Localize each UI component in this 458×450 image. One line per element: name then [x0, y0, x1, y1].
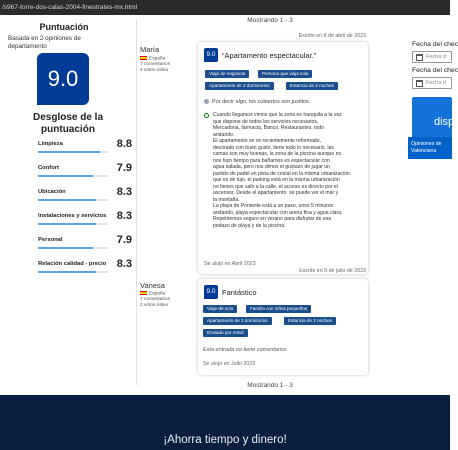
score-title: Puntuación: [39, 22, 89, 32]
checkout-label: Fecha del chec: [412, 67, 458, 74]
reviewer-meta: [140, 62, 180, 73]
review-tag: Familia con niños pequeños: [246, 305, 311, 313]
review-tag: Viaje de ocio: [203, 305, 237, 313]
reviewer-name: Vanesa: [140, 281, 165, 290]
metric-label: Relación calidad - precio: [38, 261, 107, 267]
score-subtitle: Basada en 2 opiniones de departamento: [8, 35, 81, 50]
checkin-placeholder: Fecha d: [426, 54, 446, 60]
review-date: Escrito en 8 de abril de 2023: [298, 33, 366, 39]
pagination-top: Mostrando 1 - 3: [247, 17, 293, 24]
metric-fill: [38, 223, 96, 225]
smile-icon: [204, 113, 209, 118]
checkout-placeholder: Fecha d: [426, 80, 446, 86]
metric-value: 7.9: [116, 162, 132, 174]
metric-bar: [38, 199, 108, 201]
review-stay-date: Se alojó en Abril 2023: [204, 261, 256, 267]
reviewer-votes: 2 votos útiles: [140, 302, 168, 308]
metric-label: Personal: [38, 237, 63, 243]
review-tag: Viaje de negocios: [205, 70, 249, 78]
reviewer-comments: 7 comentarios: [140, 297, 171, 302]
checkin-date-input[interactable]: [412, 51, 452, 63]
reviewer-name: María: [140, 45, 160, 54]
footer-slogan: ¡Ahorra tiempo y dinero!: [163, 434, 287, 446]
metric-fill: [38, 247, 93, 249]
metric-fill: [38, 271, 96, 273]
metric-value: 8.3: [116, 186, 132, 198]
checkin-label: Fecha del chec: [412, 41, 458, 48]
reviewer-country-label: España: [149, 291, 166, 297]
pagination-bottom: Mostrando 1 - 3: [247, 382, 293, 389]
metric-value: 8.3: [116, 258, 132, 270]
browser-url-bar[interactable]: /s967-torre-dos-calas-2004-finestrates-mx.html: [0, 0, 450, 15]
site-footer: [0, 395, 450, 450]
spain-flag-icon: [140, 291, 147, 295]
metric-bar: [38, 271, 108, 273]
metric-label: Ubicación: [38, 189, 66, 195]
metric-label: Confort: [38, 165, 59, 171]
metric-value: 8.8: [116, 138, 132, 150]
metric-confort: [38, 162, 134, 182]
spain-flag-icon: [140, 56, 147, 60]
metric-bar: [38, 151, 108, 153]
metric-bar: [38, 223, 108, 225]
reviews-page: [0, 15, 458, 395]
review-tag: Enviado por móvil: [203, 329, 248, 337]
reviewer-votes: 4 votos útiles: [140, 67, 168, 73]
review-stay-date: Se alojó en Julio 2023: [203, 361, 256, 367]
review-tag: Apartamento de 3 dormitorios: [203, 317, 272, 325]
metric-label: Instalaciones y servicios: [38, 213, 107, 219]
review-score-badge: 9.0: [204, 48, 218, 62]
review-tag: Estancia de 2 noches: [284, 317, 336, 325]
metric-bar: [38, 247, 108, 249]
reviewer-country: [140, 56, 165, 61]
metric-personal: [38, 234, 134, 254]
metric-bar: [38, 175, 108, 177]
review-title: “Apartamento espectacular.”: [222, 51, 317, 60]
review-positive-text: Cuando llegamos vimos que la zona es tranquila a la vez que dispone de todos los servicios necesarios, Mercadona, farmacia, Banco, Restaurantes, todo andando. El apartamento se ve recientemente reformado, decorado con buen gusto, tiene todo lo necesario, las camas son muy buenas, la zona de la piscina aunque no nos hizo tiempo para bañarnos es espectacular con agua salada, pero nos dimos el gustazo de jugar un partido de padel en pista de cristal en la misma urbanización que es de lujo, el parking está en la misma urbanización no tienes que salir a la calle, el acceso es directo por el ascensor. Desde el apartamento se puede ver el mar y la montaña. La playa de Poniente está a un paso, unos 5 minutos andando, playa espectacular con arena fina y agua clara. Repetiremos seguro en verano para disfrutar de esa pedazo de playa y de la piscina.: [213, 112, 350, 229]
review-title: Fantástico: [222, 288, 257, 297]
review-negative: [204, 99, 310, 105]
reviewer-meta: [140, 297, 180, 308]
review-score-badge: 9.0: [204, 285, 218, 299]
review-no-comments: Esta entrada no tiene comentarios: [203, 347, 287, 353]
review-card: [198, 42, 368, 274]
calendar-icon: [416, 54, 423, 61]
column-divider: [136, 19, 137, 385]
frown-icon: [204, 99, 209, 104]
metric-fill: [38, 151, 100, 153]
metric-instalaciones: [38, 210, 134, 230]
metric-ubicacion: [38, 186, 134, 206]
metric-value: 8.3: [116, 210, 132, 222]
breakdown-title: Desglose de la puntuación: [32, 112, 104, 135]
overall-score-badge: 9.0: [37, 53, 89, 105]
metric-fill: [38, 199, 96, 201]
metric-value: 7.9: [116, 234, 132, 246]
checkout-date-input[interactable]: [412, 77, 452, 89]
reviewer-comments: 7 comentarios: [140, 62, 171, 67]
metric-fill: [38, 175, 93, 177]
calendar-icon: [416, 80, 423, 87]
metric-limpieza: [38, 138, 134, 158]
opinions-link[interactable]: Opiniones de Valenciana: [408, 137, 452, 159]
review-tag: Estancia de 2 noches: [286, 82, 338, 90]
review-date: Escrito en 9 de julio de 2023: [299, 268, 366, 274]
metric-label: Limpieza: [38, 141, 63, 147]
review-tag: Persona que viaja sola: [258, 70, 312, 78]
check-availability-button[interactable]: disp: [412, 97, 452, 147]
review-negative-text: Por decir algo, los cubiertos son justitos.: [212, 99, 311, 105]
reviewer-country: [140, 291, 165, 296]
metric-calidad-precio: [38, 258, 134, 278]
review-card: [198, 279, 368, 375]
review-tag: Apartamento de 3 dormitorios: [205, 82, 274, 90]
reviewer-country-label: España: [149, 56, 166, 62]
